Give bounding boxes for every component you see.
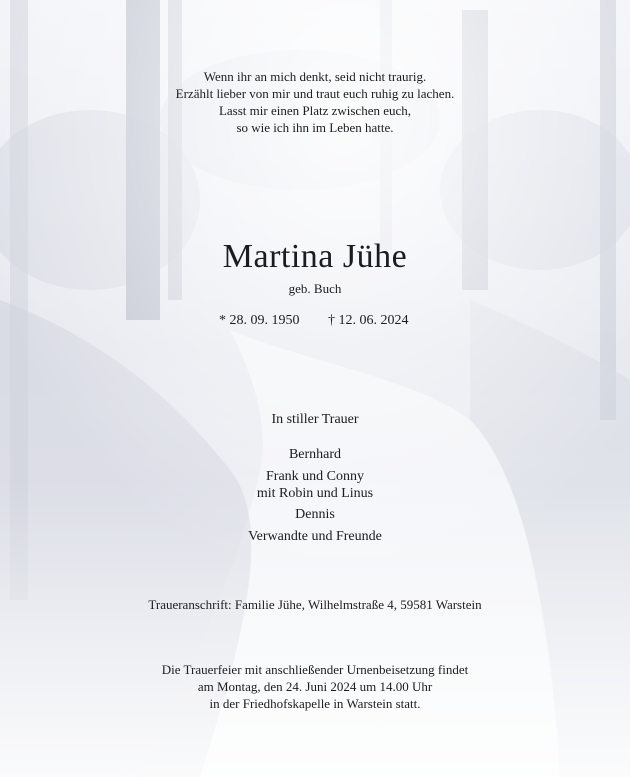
poem <box>0 68 630 136</box>
funeral-service-info <box>0 661 630 712</box>
birth-date: * 28. 09. 1950 <box>219 313 300 328</box>
deceased-name: Martina Jühe <box>222 238 408 275</box>
birth-name: geb. Buch <box>288 281 342 296</box>
death-date: † 12. 06. 2024 <box>328 313 409 328</box>
mourner-name: Verwandte und Freunde <box>248 529 382 544</box>
poem-line: Erzählt lieber von mir und traut euch ruhig zu lachen. <box>175 86 455 101</box>
mourning-address: Traueranschrift: Familie Jühe, Wilhelmstraße 4, 59581 Warstein <box>148 597 482 612</box>
poem-line: Wenn ihr an mich denkt, seid nicht traurig. <box>203 69 427 84</box>
poem-line: Lasst mir einen Platz zwischen euch, <box>218 103 412 118</box>
mourners-list <box>0 444 630 548</box>
service-line: Die Trauerfeier mit anschließender Urnenbeisetzung findet <box>161 662 469 677</box>
mourner-name: mit Robin und Linus <box>256 486 374 501</box>
mourner-name: Dennis <box>295 507 335 522</box>
mourning-heading: In stiller Trauer <box>271 412 359 427</box>
service-line: in der Friedhofskapelle in Warstein statt. <box>209 696 421 711</box>
mourner-name: Bernhard <box>288 447 342 462</box>
poem-line: so wie ich ihn im Leben hatte. <box>236 120 394 135</box>
service-line: am Montag, den 24. Juni 2024 um 14.00 Uhr <box>197 679 433 694</box>
mourner-name: Frank und Conny <box>266 469 364 484</box>
